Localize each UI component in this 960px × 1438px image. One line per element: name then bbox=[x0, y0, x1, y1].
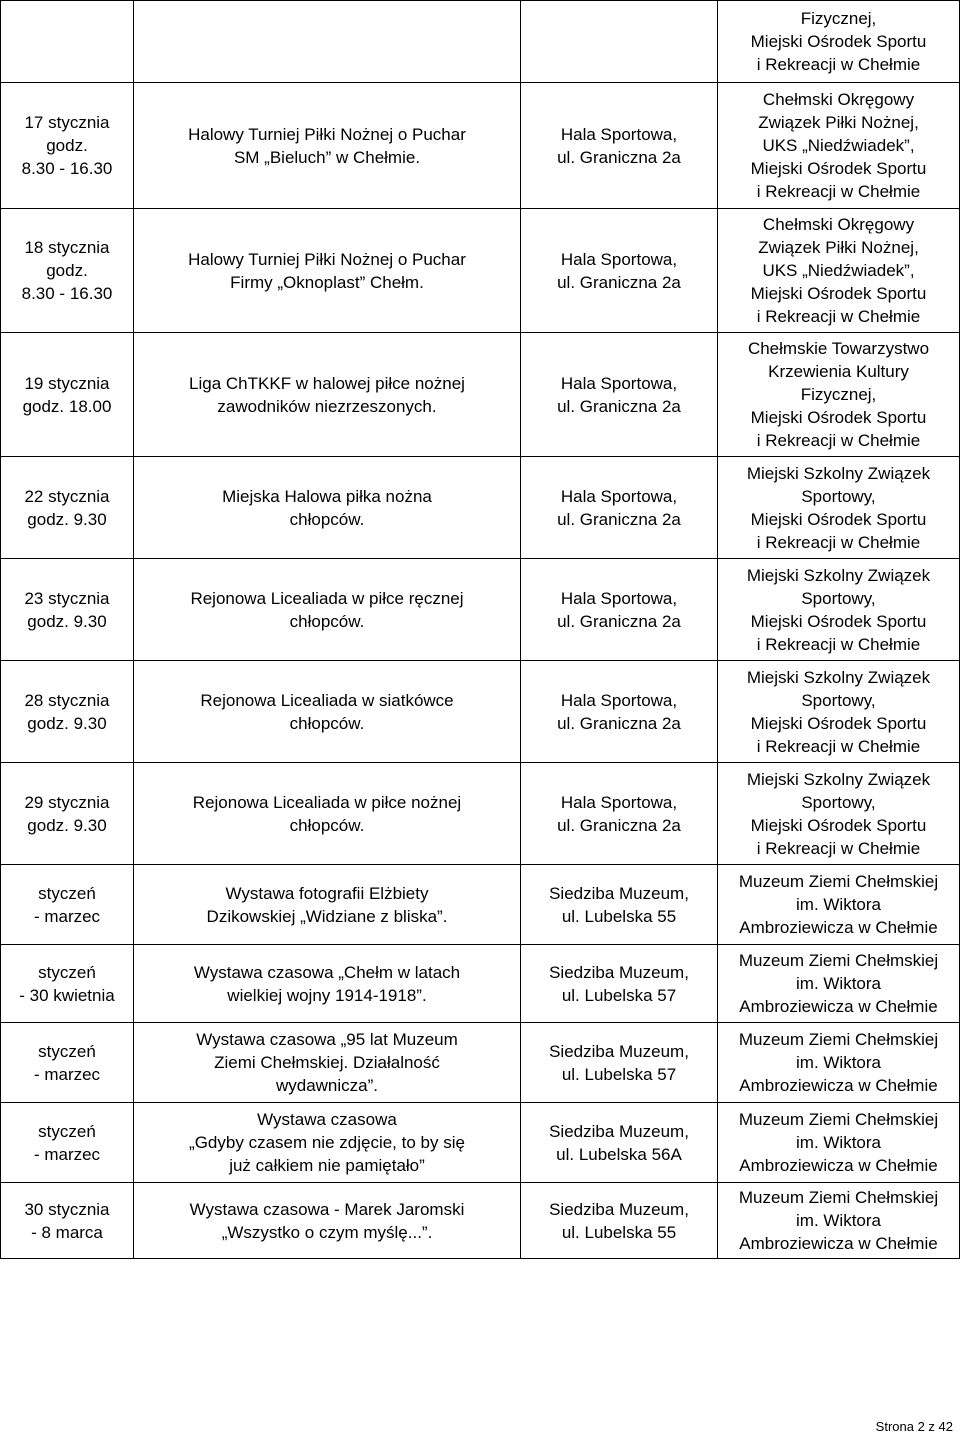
date-cell bbox=[1, 209, 134, 333]
cell-line: Chełmskie Towarzystwo bbox=[747, 339, 930, 358]
cell-line: Hala Sportowa, bbox=[560, 588, 678, 608]
cell-line: Sportowy, bbox=[801, 588, 876, 608]
cell-line: i Rekreacji w Chełmie bbox=[756, 838, 921, 858]
cell-line: „Wszystko o czym myślę...”. bbox=[221, 1222, 433, 1242]
organizer-cell bbox=[718, 209, 960, 333]
cell-line: Fizycznej, bbox=[800, 385, 877, 404]
date-cell bbox=[1, 333, 134, 457]
cell-line: Hala Sportowa, bbox=[560, 690, 678, 710]
cell-line: Muzeum Ziemi Chełmskiej bbox=[738, 1188, 939, 1207]
cell-line: i Rekreacji w Chełmie bbox=[756, 532, 921, 552]
organizer-cell bbox=[718, 457, 960, 559]
table-row bbox=[1, 83, 960, 209]
cell-line: UKS „Niedźwiadek”, bbox=[762, 261, 915, 280]
cell-line: - marzec bbox=[33, 1064, 101, 1084]
cell-line: ul. Lubelska 57 bbox=[561, 985, 677, 1005]
organizer-cell bbox=[718, 1103, 960, 1183]
cell-line: i Rekreacji w Chełmie bbox=[756, 634, 921, 654]
table-row bbox=[1, 945, 960, 1023]
cell-line: 18 stycznia bbox=[24, 238, 110, 257]
cell-line: styczeń bbox=[38, 962, 96, 982]
date-cell bbox=[1, 865, 134, 945]
cell-line: zawodników niezrzeszonych. bbox=[217, 396, 437, 416]
cell-line: Wystawa czasowa „95 lat Muzeum bbox=[196, 1030, 458, 1049]
cell-line: Hala Sportowa, bbox=[560, 124, 678, 144]
cell-line: Sportowy, bbox=[801, 690, 876, 710]
location-cell bbox=[521, 1023, 718, 1103]
cell-line: Miejski Szkolny Związek bbox=[746, 565, 931, 585]
event-cell bbox=[134, 763, 521, 865]
cell-line: ul. Graniczna 2a bbox=[557, 611, 681, 631]
cell-line: ul. Lubelska 56A bbox=[556, 1144, 682, 1164]
cell-line: Muzeum Ziemi Chełmskiej bbox=[738, 1030, 939, 1049]
event-cell bbox=[134, 83, 521, 209]
cell-line: Sportowy, bbox=[801, 792, 876, 812]
date-cell bbox=[1, 1023, 134, 1103]
cell-line: im. Wiktora bbox=[796, 1211, 881, 1230]
cell-line: wielkiej wojny 1914-1918”. bbox=[227, 985, 427, 1005]
cell-line: godz. bbox=[46, 261, 88, 280]
event-cell bbox=[134, 1183, 521, 1259]
cell-line: Muzeum Ziemi Chełmskiej bbox=[738, 872, 939, 891]
cell-line: 28 stycznia bbox=[24, 690, 110, 710]
cell-line: Hala Sportowa, bbox=[560, 249, 678, 269]
cell-line: Związek Piłki Nożnej, bbox=[758, 113, 919, 132]
cell-line: Liga ChTKKF w halowej piłce nożnej bbox=[189, 373, 465, 393]
cell-line: Miejski Szkolny Związek bbox=[746, 769, 931, 789]
cell-line: Wystawa czasowa - Marek Jaromski bbox=[189, 1199, 465, 1219]
cell-line: Wystawa czasowa bbox=[257, 1110, 397, 1129]
organizer-cell bbox=[718, 945, 960, 1023]
table-row bbox=[1, 865, 960, 945]
page-number: Strona 2 z 42 bbox=[875, 1419, 953, 1434]
cell-line: chłopców. bbox=[289, 509, 365, 529]
cell-line: 23 stycznia bbox=[24, 588, 110, 608]
cell-line: Miejski Ośrodek Sportu bbox=[750, 713, 927, 733]
cell-line: Sportowy, bbox=[801, 486, 876, 506]
cell-line: Halowy Turniej Piłki Nożnej o Puchar bbox=[188, 249, 466, 269]
event-cell bbox=[134, 1103, 521, 1183]
event-cell bbox=[134, 1, 521, 83]
location-cell bbox=[521, 865, 718, 945]
event-cell bbox=[134, 865, 521, 945]
cell-line: im. Wiktora bbox=[796, 1053, 881, 1072]
date-cell bbox=[1, 559, 134, 661]
cell-line: Hala Sportowa, bbox=[560, 373, 678, 393]
table-row bbox=[1, 1, 960, 83]
cell-line: 19 stycznia bbox=[24, 373, 110, 393]
cell-line: Muzeum Ziemi Chełmskiej bbox=[738, 1110, 939, 1129]
cell-line: Siedziba Muzeum, bbox=[549, 1041, 689, 1061]
cell-line: chłopców. bbox=[289, 815, 365, 835]
cell-line: „Gdyby czasem nie zdjęcie, to by się bbox=[189, 1133, 465, 1152]
cell-line: Wystawa czasowa „Chełm w latach bbox=[193, 962, 461, 982]
location-cell bbox=[521, 559, 718, 661]
cell-line: Siedziba Muzeum, bbox=[549, 1121, 689, 1141]
event-cell bbox=[134, 457, 521, 559]
location-cell bbox=[521, 1, 718, 83]
table-row bbox=[1, 661, 960, 763]
cell-line: ul. Lubelska 55 bbox=[561, 1222, 677, 1242]
cell-line: Fizycznej, bbox=[800, 9, 877, 28]
cell-line: Chełmski Okręgowy bbox=[762, 215, 915, 234]
cell-line: Siedziba Muzeum, bbox=[549, 883, 689, 903]
cell-line: ul. Lubelska 55 bbox=[561, 906, 677, 926]
cell-line: im. Wiktora bbox=[796, 974, 881, 993]
organizer-cell bbox=[718, 661, 960, 763]
cell-line: ul. Lubelska 57 bbox=[561, 1064, 677, 1084]
cell-line: i Rekreacji w Chełmie bbox=[756, 431, 921, 450]
date-cell bbox=[1, 1103, 134, 1183]
cell-line: Miejski Ośrodek Sportu bbox=[750, 509, 927, 529]
cell-line: i Rekreacji w Chełmie bbox=[756, 182, 921, 201]
organizer-cell bbox=[718, 1183, 960, 1259]
cell-line: Krzewienia Kultury bbox=[768, 362, 909, 381]
cell-line: Ambroziewicza w Chełmie bbox=[739, 1234, 938, 1253]
cell-line: - marzec bbox=[33, 906, 101, 926]
cell-line: SM „Bieluch” w Chełmie. bbox=[233, 147, 421, 167]
cell-line: Dzikowskiej „Widziane z bliska”. bbox=[206, 906, 448, 926]
cell-line: i Rekreacji w Chełmie bbox=[756, 736, 921, 756]
location-cell bbox=[521, 333, 718, 457]
cell-line: styczeń bbox=[38, 883, 96, 903]
cell-line: ul. Graniczna 2a bbox=[557, 272, 681, 292]
location-cell bbox=[521, 661, 718, 763]
location-cell bbox=[521, 763, 718, 865]
cell-line: Halowy Turniej Piłki Nożnej o Puchar bbox=[188, 124, 466, 144]
cell-line: Hala Sportowa, bbox=[560, 486, 678, 506]
cell-line: Ziemi Chełmskiej. Działalność bbox=[214, 1053, 440, 1072]
cell-line: - 30 kwietnia bbox=[19, 985, 115, 1005]
cell-line: wydawnicza”. bbox=[275, 1076, 379, 1095]
cell-line: godz. 9.30 bbox=[27, 509, 107, 529]
organizer-cell bbox=[718, 333, 960, 457]
event-cell bbox=[134, 945, 521, 1023]
cell-line: Związek Piłki Nożnej, bbox=[758, 238, 919, 257]
cell-line: Miejski Ośrodek Sportu bbox=[750, 408, 927, 427]
cell-line: ul. Graniczna 2a bbox=[557, 396, 681, 416]
cell-line: Miejski Ośrodek Sportu bbox=[750, 284, 927, 303]
cell-line: UKS „Niedźwiadek”, bbox=[762, 136, 915, 155]
table-row bbox=[1, 763, 960, 865]
table-row bbox=[1, 1183, 960, 1259]
cell-line: chłopców. bbox=[289, 713, 365, 733]
cell-line: 8.30 - 16.30 bbox=[21, 284, 113, 303]
event-cell bbox=[134, 559, 521, 661]
cell-line: 8.30 - 16.30 bbox=[21, 159, 113, 178]
cell-line: Miejski Ośrodek Sportu bbox=[750, 815, 927, 835]
table-row bbox=[1, 1103, 960, 1183]
cell-line: i Rekreacji w Chełmie bbox=[756, 307, 921, 326]
date-cell bbox=[1, 661, 134, 763]
cell-line: im. Wiktora bbox=[796, 895, 881, 914]
cell-line: 30 stycznia bbox=[24, 1199, 110, 1219]
cell-line: Siedziba Muzeum, bbox=[549, 1199, 689, 1219]
cell-line: - marzec bbox=[33, 1144, 101, 1164]
cell-line: ul. Graniczna 2a bbox=[557, 509, 681, 529]
cell-line: styczeń bbox=[38, 1041, 96, 1061]
location-cell bbox=[521, 457, 718, 559]
cell-line: Rejonowa Licealiada w piłce ręcznej bbox=[190, 588, 464, 608]
cell-line: Miejski Ośrodek Sportu bbox=[750, 32, 927, 51]
organizer-cell bbox=[718, 763, 960, 865]
cell-line: Ambroziewicza w Chełmie bbox=[739, 1156, 938, 1175]
cell-line: ul. Graniczna 2a bbox=[557, 147, 681, 167]
date-cell bbox=[1, 1, 134, 83]
table-row bbox=[1, 209, 960, 333]
cell-line: Ambroziewicza w Chełmie bbox=[739, 1076, 938, 1095]
cell-line: już całkiem nie pamiętało” bbox=[229, 1156, 425, 1175]
date-cell bbox=[1, 763, 134, 865]
event-cell bbox=[134, 333, 521, 457]
event-cell bbox=[134, 209, 521, 333]
table-row bbox=[1, 559, 960, 661]
location-cell bbox=[521, 209, 718, 333]
date-cell bbox=[1, 457, 134, 559]
cell-line: Chełmski Okręgowy bbox=[762, 90, 915, 109]
cell-line: godz. 9.30 bbox=[27, 815, 107, 835]
table-row bbox=[1, 333, 960, 457]
events-table-body bbox=[1, 1, 960, 1259]
cell-line: Siedziba Muzeum, bbox=[549, 962, 689, 982]
cell-line: Muzeum Ziemi Chełmskiej bbox=[738, 951, 939, 970]
location-cell bbox=[521, 83, 718, 209]
cell-line: Miejski Szkolny Związek bbox=[746, 667, 931, 687]
organizer-cell bbox=[718, 559, 960, 661]
cell-line: ul. Graniczna 2a bbox=[557, 713, 681, 733]
date-cell bbox=[1, 945, 134, 1023]
cell-line: Wystawa fotografii Elżbiety bbox=[225, 883, 429, 903]
cell-line: Firmy „Oknoplast” Chełm. bbox=[230, 272, 424, 292]
cell-line: im. Wiktora bbox=[796, 1133, 881, 1152]
cell-line: godz. 9.30 bbox=[27, 713, 107, 733]
cell-line: 17 stycznia bbox=[24, 113, 110, 132]
cell-line: styczeń bbox=[38, 1121, 96, 1141]
table-row bbox=[1, 1023, 960, 1103]
cell-line: Rejonowa Licealiada w piłce nożnej bbox=[192, 792, 462, 812]
cell-line: Miejski Szkolny Związek bbox=[746, 463, 931, 483]
event-cell bbox=[134, 661, 521, 763]
cell-line: Miejska Halowa piłka nożna bbox=[222, 486, 432, 506]
cell-line: godz. 9.30 bbox=[27, 611, 107, 631]
cell-line: i Rekreacji w Chełmie bbox=[756, 55, 921, 74]
cell-line: 22 stycznia bbox=[24, 486, 110, 506]
cell-line: Hala Sportowa, bbox=[560, 792, 678, 812]
cell-line: godz. 18.00 bbox=[22, 396, 112, 416]
organizer-cell bbox=[718, 83, 960, 209]
cell-line: 29 stycznia bbox=[24, 792, 110, 812]
cell-line: Miejski Ośrodek Sportu bbox=[750, 159, 927, 178]
organizer-cell bbox=[718, 1, 960, 83]
event-cell bbox=[134, 1023, 521, 1103]
cell-line: godz. bbox=[46, 136, 88, 155]
cell-line: - 8 marca bbox=[31, 1222, 103, 1242]
organizer-cell bbox=[718, 865, 960, 945]
cell-line: ul. Graniczna 2a bbox=[557, 815, 681, 835]
location-cell bbox=[521, 1183, 718, 1259]
location-cell bbox=[521, 1103, 718, 1183]
date-cell bbox=[1, 83, 134, 209]
cell-line: Ambroziewicza w Chełmie bbox=[739, 918, 938, 937]
organizer-cell bbox=[718, 1023, 960, 1103]
cell-line: Rejonowa Licealiada w siatkówce bbox=[200, 690, 454, 710]
cell-line: chłopców. bbox=[289, 611, 365, 631]
cell-line: Ambroziewicza w Chełmie bbox=[739, 997, 938, 1016]
cell-line: Miejski Ośrodek Sportu bbox=[750, 611, 927, 631]
location-cell bbox=[521, 945, 718, 1023]
table-row bbox=[1, 457, 960, 559]
date-cell bbox=[1, 1183, 134, 1259]
